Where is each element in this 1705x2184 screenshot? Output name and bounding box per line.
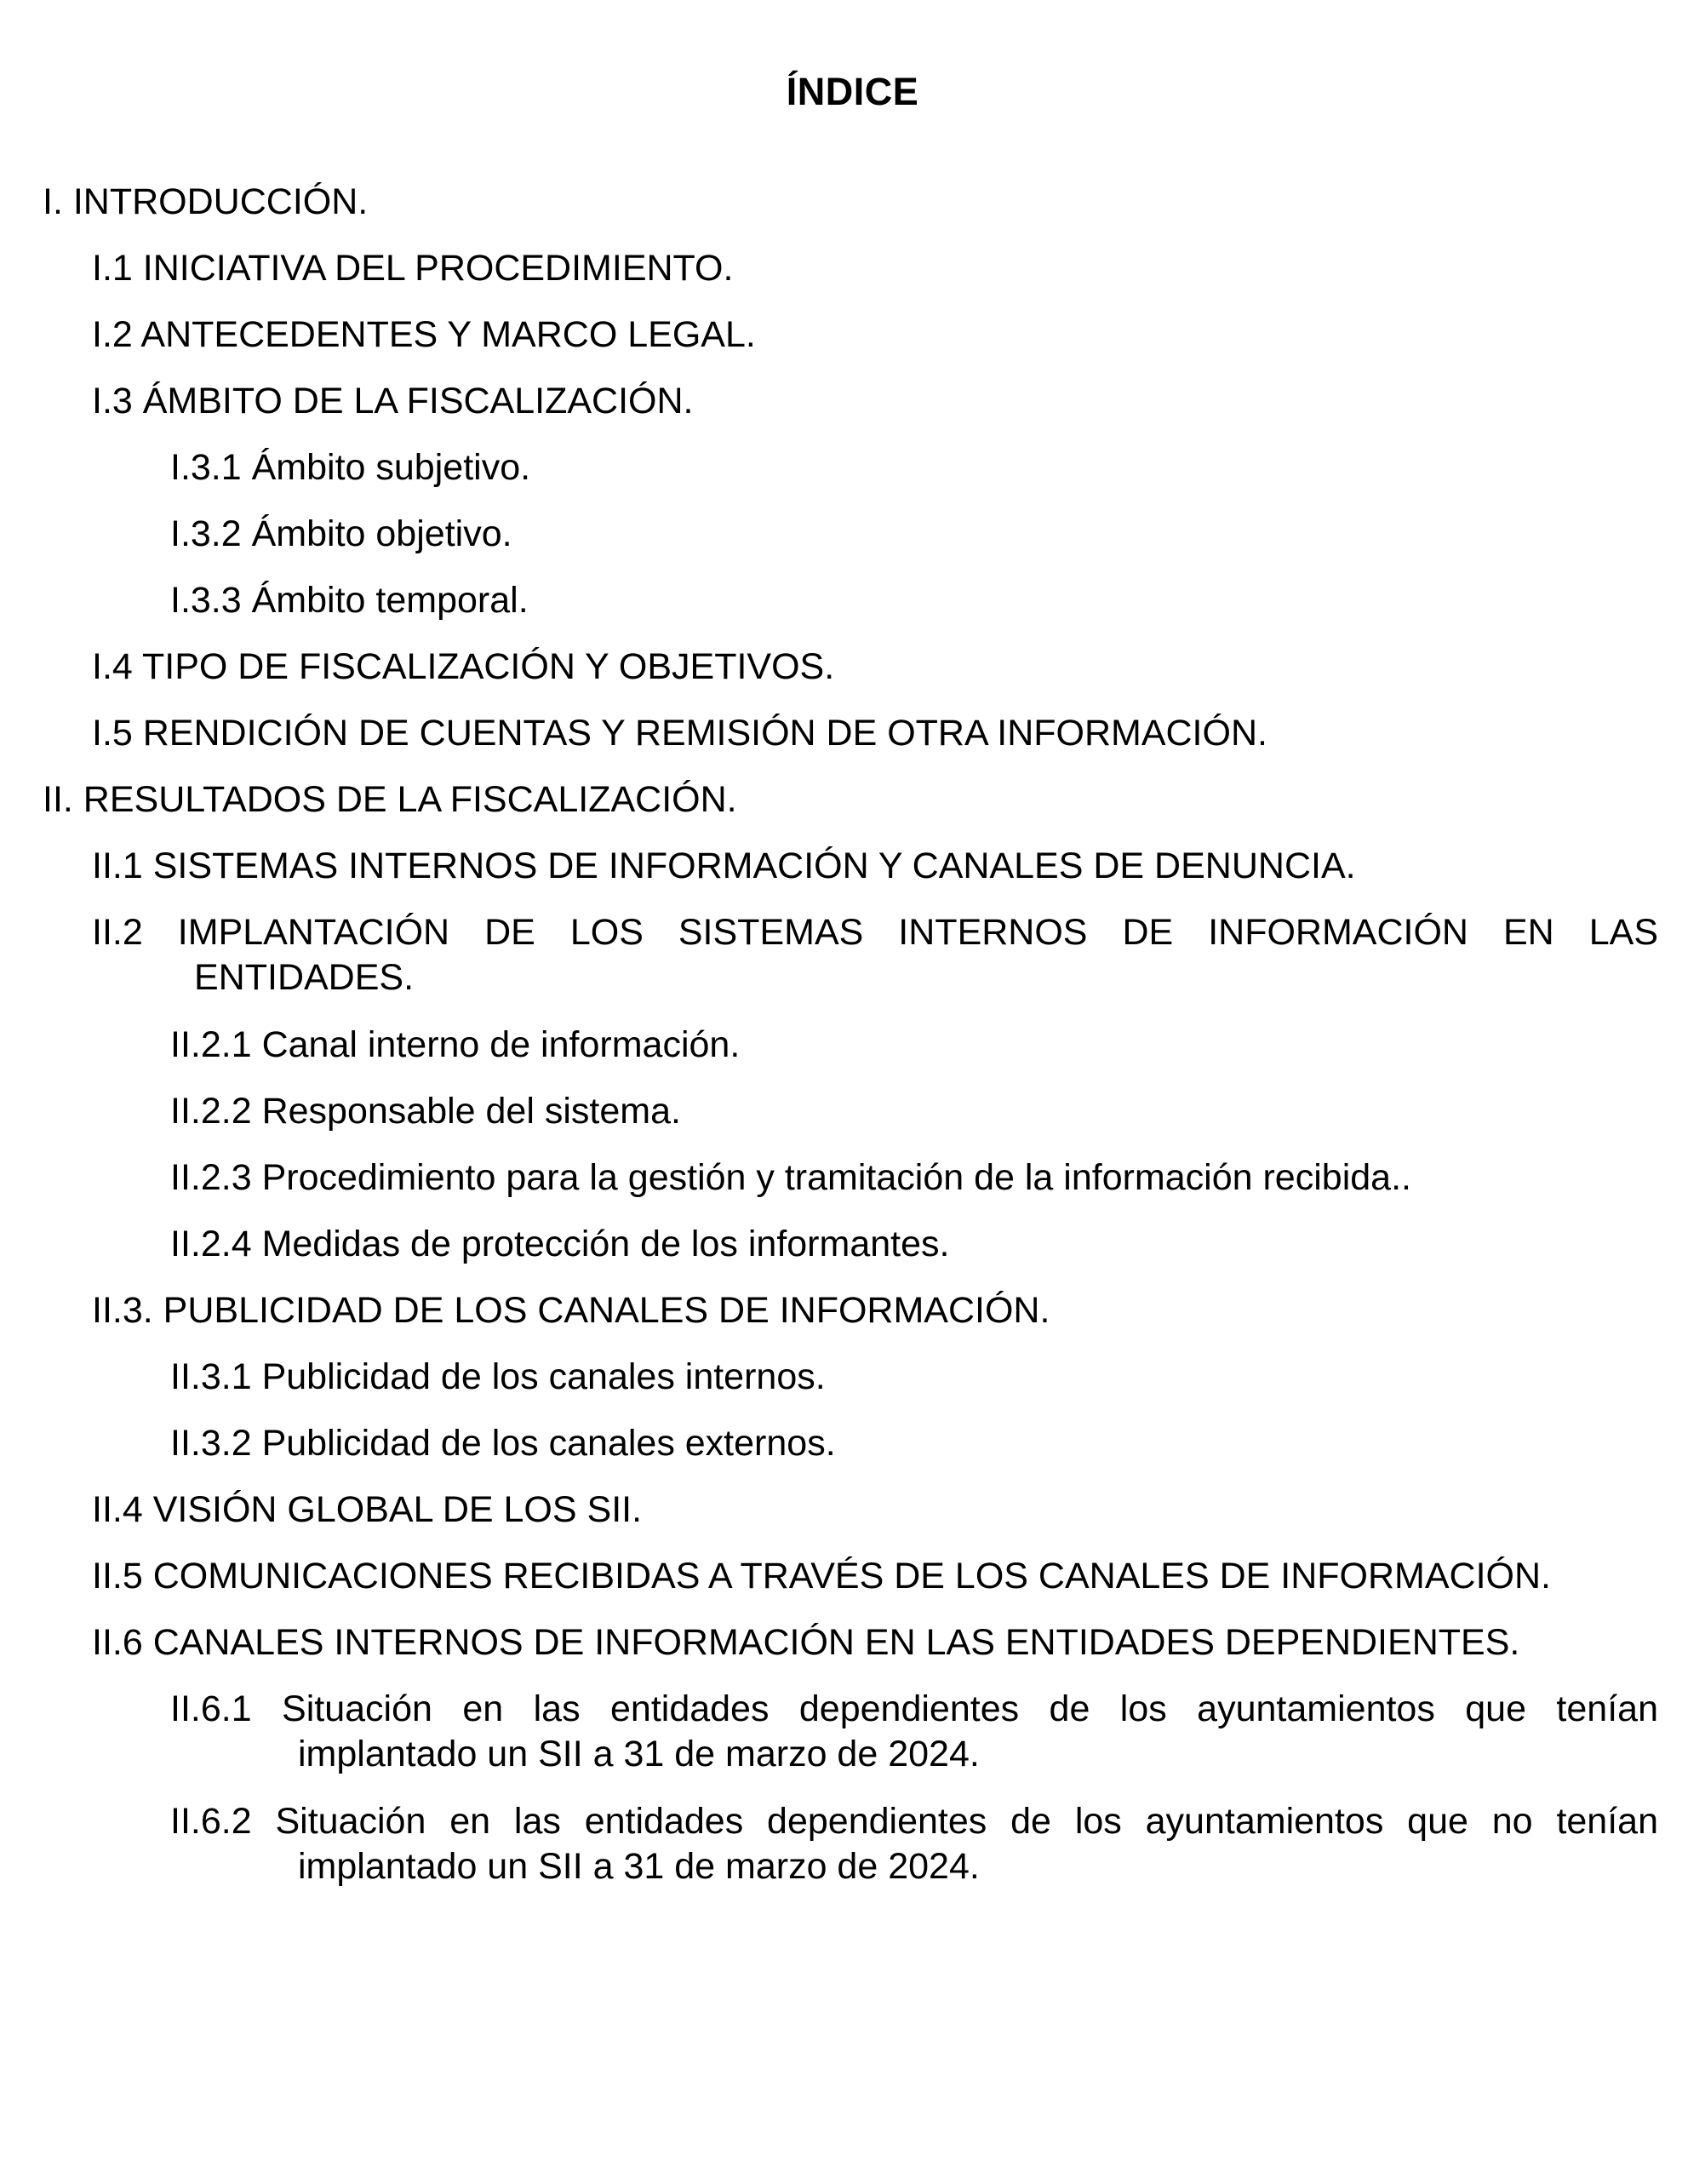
toc-entry: I.3.1 Ámbito subjetivo. — [170, 447, 531, 488]
toc-entry-line: II.6.2 Situación en las entidades dependientes de los ayuntamientos que no tenían — [170, 1801, 1658, 1842]
toc-entry: I.3 ÁMBITO DE LA FISCALIZACIÓN. — [92, 381, 694, 421]
toc-entry — [170, 1799, 1658, 1889]
toc-entry: I.1 INICIATIVA DEL PROCEDIMIENTO. — [92, 248, 734, 289]
toc-entry: II.5 COMUNICACIONES RECIBIDAS A TRAVÉS DE LOS CANALES DE INFORMACIÓN. — [92, 1556, 1551, 1596]
toc-entry: II.3. PUBLICIDAD DE LOS CANALES DE INFORMACIÓN. — [92, 1290, 1050, 1331]
toc-entry: II.1 SISTEMAS INTERNOS DE INFORMACIÓN Y CANALES DE DENUNCIA. — [92, 846, 1356, 886]
toc-entry: II.2.4 Medidas de protección de los informantes. — [170, 1224, 950, 1264]
toc-entry — [170, 1687, 1658, 1777]
toc-entry-line: implantado un SII a 31 de marzo de 2024. — [298, 1734, 980, 1774]
toc-entry: I.4 TIPO DE FISCALIZACIÓN Y OBJETIVOS. — [92, 646, 835, 687]
toc-entry-line: implantado un SII a 31 de marzo de 2024. — [298, 1846, 980, 1887]
toc-entry-line: II.6.1 Situación en las entidades dependientes de los ayuntamientos que tenían — [170, 1688, 1658, 1729]
toc-entry: II.2.2 Responsable del sistema. — [170, 1091, 681, 1132]
toc-entry: II. RESULTADOS DE LA FISCALIZACIÓN. — [43, 779, 737, 820]
toc-entry-line: II.2 IMPLANTACIÓN DE LOS SISTEMAS INTERNOS DE INFORMACIÓN EN LAS — [92, 912, 1658, 953]
toc-entry: I.5 RENDICIÓN DE CUENTAS Y REMISIÓN DE OTRA INFORMACIÓN. — [92, 713, 1267, 754]
toc-entry-line: ENTIDADES. — [194, 957, 415, 998]
toc-entry: I.2 ANTECEDENTES Y MARCO LEGAL. — [92, 314, 756, 355]
toc-entry — [92, 910, 1658, 1000]
toc-entry: II.2.3 Procedimiento para la gestión y tramitación de la información recibida.. — [170, 1157, 1411, 1198]
toc-entry: II.4 VISIÓN GLOBAL DE LOS SII. — [92, 1489, 643, 1530]
toc-entry: I.3.3 Ámbito temporal. — [170, 580, 529, 621]
toc-entry: II.3.2 Publicidad de los canales externos. — [170, 1423, 836, 1464]
page-title: ÍNDICE — [786, 70, 919, 113]
toc-entry: II.3.1 Publicidad de los canales internos. — [170, 1356, 826, 1397]
toc-entry: II.2.1 Canal interno de información. — [170, 1024, 741, 1065]
toc-entry: II.6 CANALES INTERNOS DE INFORMACIÓN EN LAS ENTIDADES DEPENDIENTES. — [92, 1622, 1520, 1663]
toc-entry: I. INTRODUCCIÓN. — [43, 181, 369, 222]
toc-entry: I.3.2 Ámbito objetivo. — [170, 513, 512, 554]
